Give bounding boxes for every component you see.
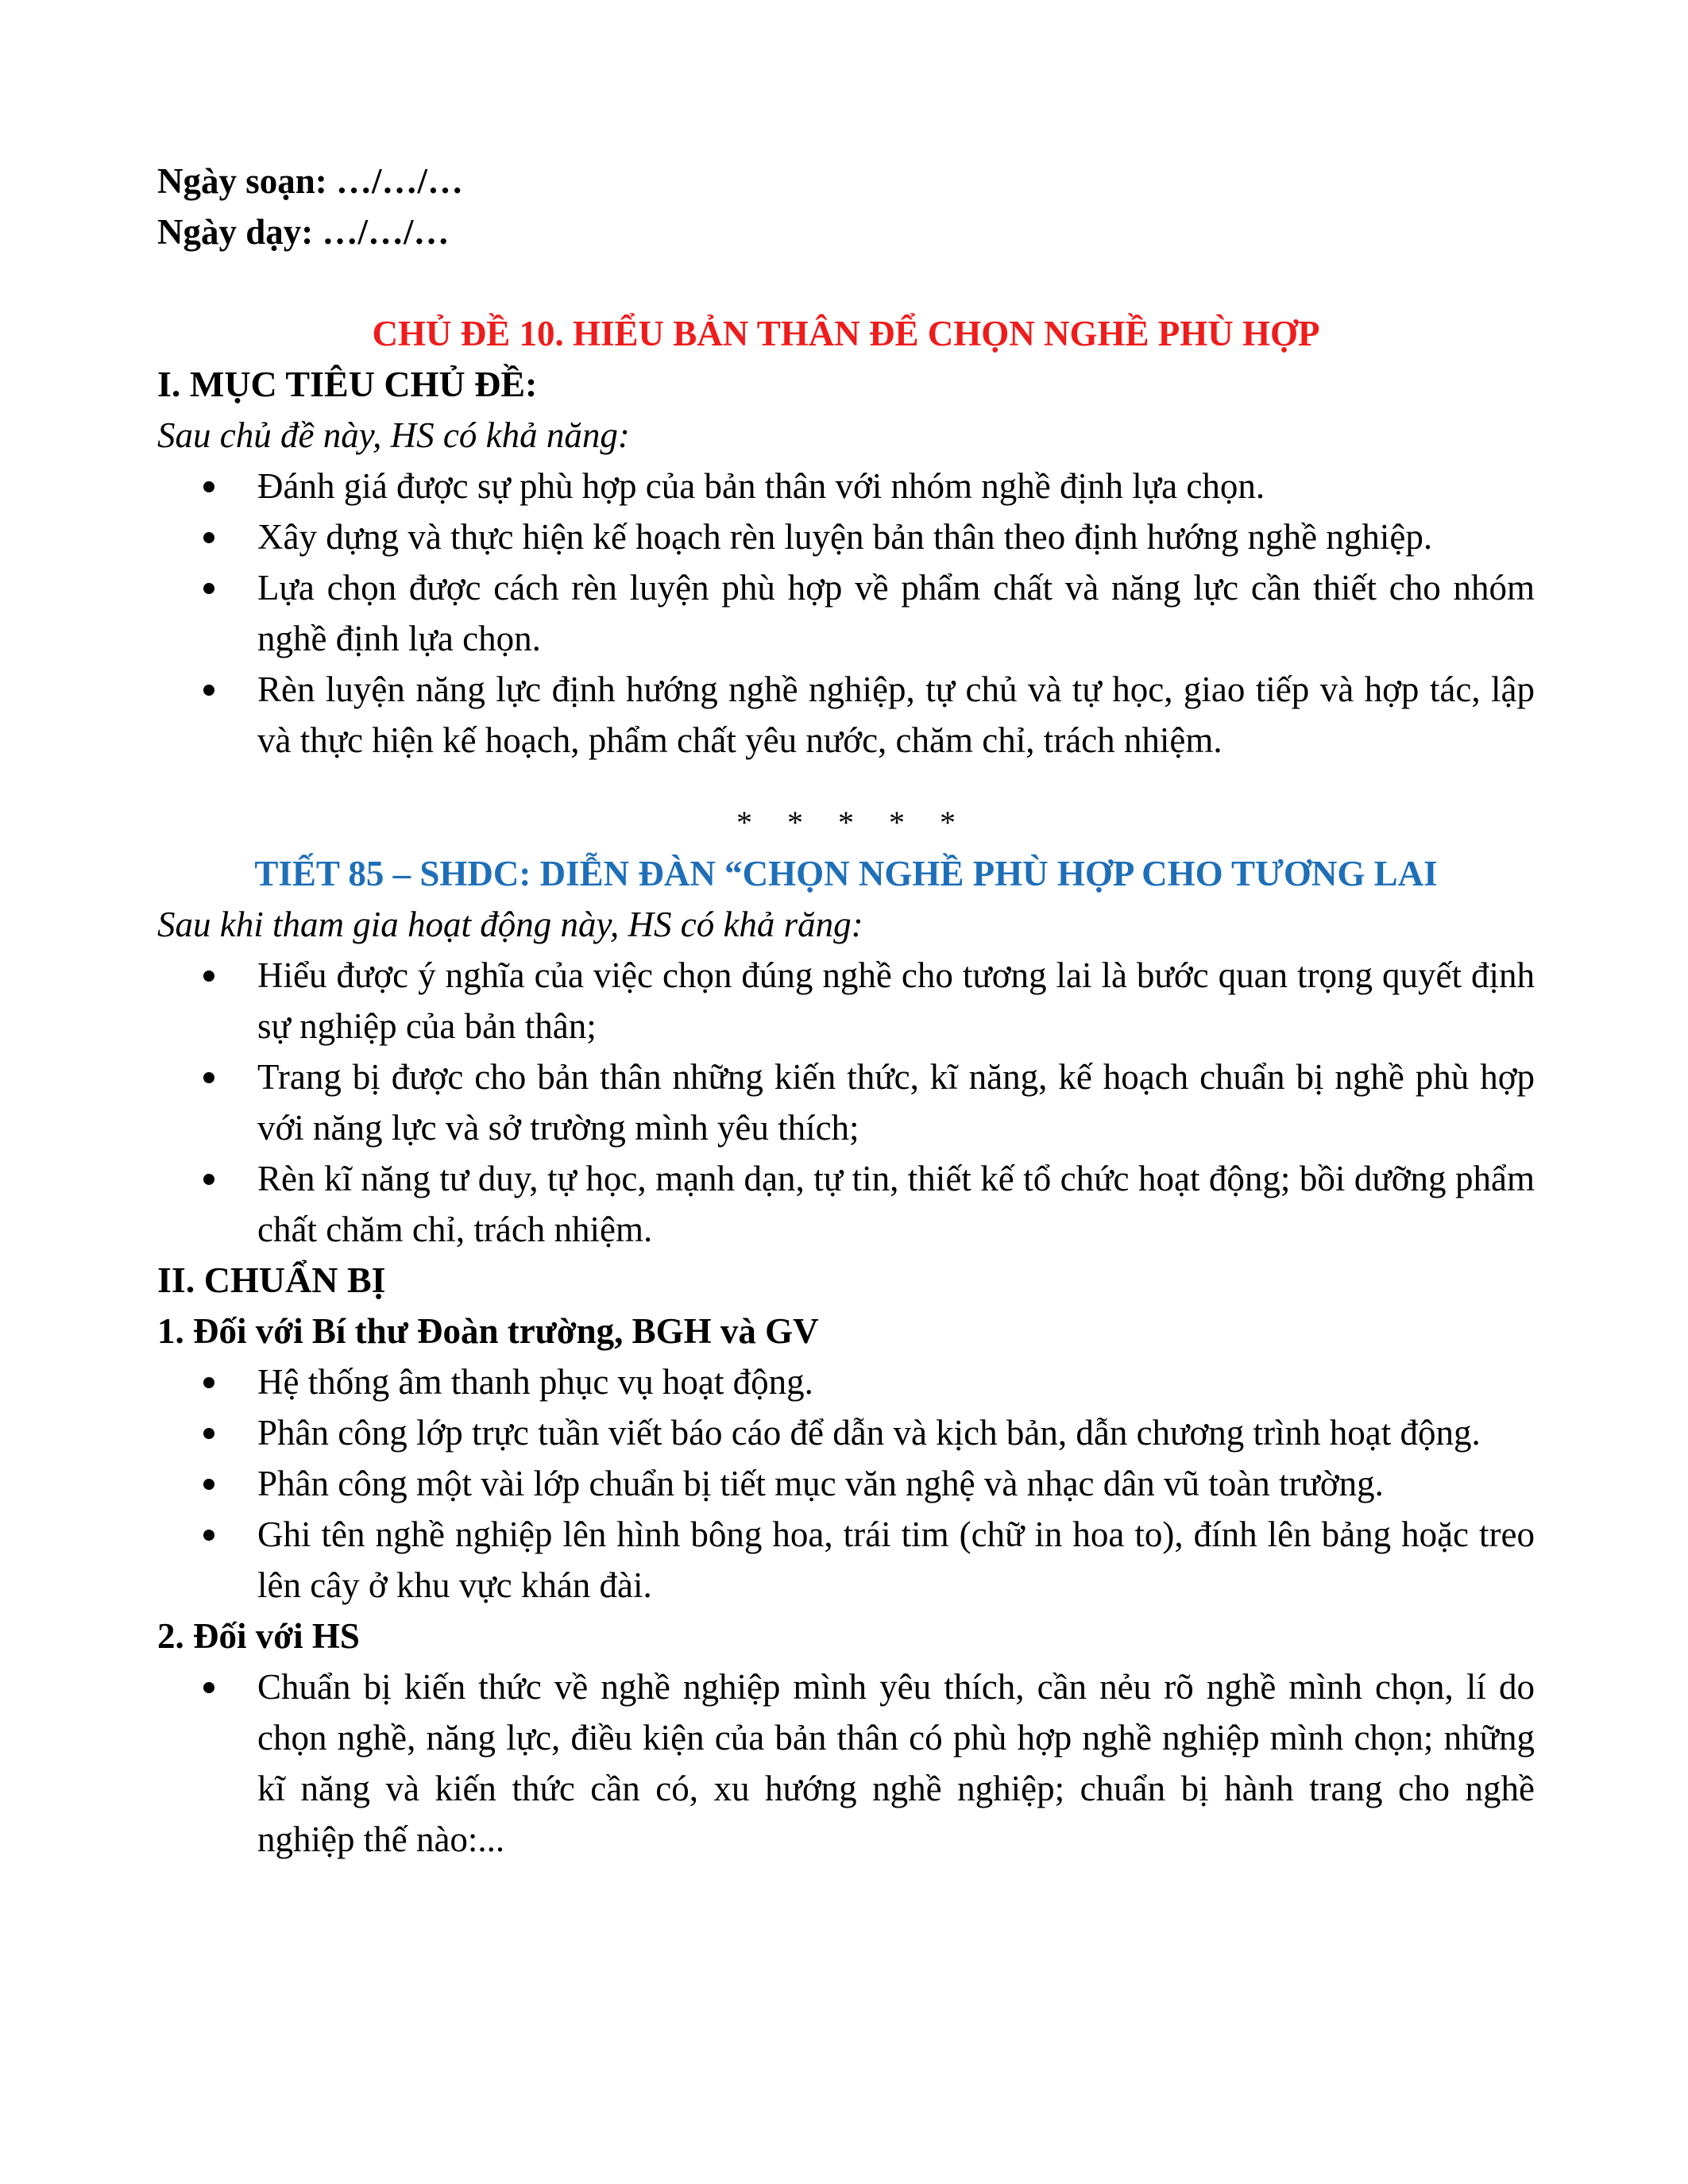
list-item-text: Trang bị được cho bản thân những kiến thức, kĩ năng, kế hoạch chuẩn bị nghề phù hợp với năng lực và sở trường mình yêu thích; [257,1057,1535,1148]
list-item [157,1407,1535,1458]
bullet-icon [203,1174,214,1185]
list-item-text: Ghi tên nghề nghiệp lên hình bông hoa, trái tim (chữ in hoa to), đính lên bảng hoặc treo lên cây ở khu vực khán đài. [257,1515,1535,1605]
preparation-group2-list [157,1661,1535,1865]
lesson-intro: Sau khi tham gia hoạt động này, HS có khả răng: [157,905,863,944]
bullet-icon [203,1682,214,1693]
list-item [157,511,1535,562]
prep-date: Ngày soạn: …/…/… [157,161,464,201]
objectives-intro: Sau chủ đề này, HS có khả năng: [157,415,630,455]
topic-title: CHỦ ĐỀ 10. HIỂU BẢN THÂN ĐỂ CHỌN NGHỀ PHÙ HỢP [372,314,1320,353]
preparation-group1-heading: 1. Đối với Bí thư Đoàn trường, BGH và GV [157,1311,819,1351]
bullet-icon [203,1479,214,1490]
list-item [157,1661,1535,1865]
list-item-text: Rèn kĩ năng tư duy, tự học, mạnh dạn, tự tin, thiết kế tổ chức hoạt động; bồi dưỡng phẩm chất chăm chỉ, trách nhiệm. [257,1159,1535,1249]
bullet-icon [203,685,214,696]
list-item [157,664,1535,766]
preparation-heading: II. CHUẨN BỊ [157,1260,386,1300]
list-item [157,1153,1535,1255]
objectives-list [157,461,1535,766]
list-item [157,1356,1535,1407]
list-item-text: Hiểu được ý nghĩa của việc chọn đúng nghề cho tương lai là bước quan trọng quyết định sự nghiệp của bản thân; [257,955,1535,1046]
objectives-heading: I. MỤC TIÊU CHỦ ĐỀ: [157,364,538,404]
list-item-text: Phân công một vài lớp chuẩn bị tiết mục văn nghệ và nhạc dân vũ toàn trường. [257,1464,1384,1503]
list-item-text: Phân công lớp trực tuần viết báo cáo để dẫn và kịch bản, dẫn chương trình hoạt động. [257,1413,1481,1453]
list-item-text: Lựa chọn được cách rèn luyện phù hợp về phẩm chất và năng lực cần thiết cho nhóm nghề định lựa chọn. [257,568,1535,658]
star-mark: * [838,805,854,840]
list-item [157,950,1535,1051]
bullet-icon [203,1530,214,1541]
bullet-icon [203,1072,214,1083]
list-item-text: Hệ thống âm thanh phục vụ hoạt động. [257,1362,813,1402]
star-mark: * [889,805,905,840]
preparation-group1-list [157,1356,1535,1611]
spacer [157,766,1535,797]
star-mark: * [787,805,803,840]
list-item-text: Chuẩn bị kiến thức về nghề nghiệp mình yêu thích, cần nẻu rõ nghề mình chọn, lí do chọn nghề, năng lực, điều kiện của bản thân có phù hợp nghề nghiệp mình chọn; những kĩ năng và kiến thức cần có, xu hướng nghề nghiệp; chuẩn bị hành trang cho nghề nghiệp thế nào:... [257,1667,1535,1859]
star-separator [157,797,1535,848]
bullet-icon [203,1428,214,1439]
lesson-title: TIẾT 85 – SHDC: DIỄN ĐÀN “CHỌN NGHỀ PHÙ HỢP CHO TƯƠNG LAI [254,854,1438,893]
list-item [157,1458,1535,1509]
star-mark: * [940,805,956,840]
list-item-text: Rèn luyện năng lực định hướng nghề nghiệp, tự chủ và tự học, giao tiếp và hợp tác, lập và thực hiện kế hoạch, phẩm chất yêu nước, chăm chỉ, trách nhiệm. [257,669,1535,760]
bullet-icon [203,583,214,594]
list-item [157,461,1535,511]
list-item [157,1509,1535,1611]
bullet-icon [203,970,214,982]
bullet-icon [203,481,214,492]
teach-date: Ngày dạy: …/…/… [157,212,450,252]
list-item-text: Đánh giá được sự phù hợp của bản thân với nhóm nghề định lựa chọn. [257,466,1265,506]
bullet-icon [203,532,214,543]
preparation-group2-heading: 2. Đối với HS [157,1616,360,1656]
spacer [157,257,1535,308]
list-item-text: Xây dựng và thực hiện kế hoạch rèn luyện bản thân theo định hướng nghề nghiệp. [257,517,1433,557]
bullet-icon [203,1377,214,1388]
list-item [157,562,1535,664]
lesson-list [157,950,1535,1255]
list-item [157,1051,1535,1153]
star-mark: * [736,805,752,840]
